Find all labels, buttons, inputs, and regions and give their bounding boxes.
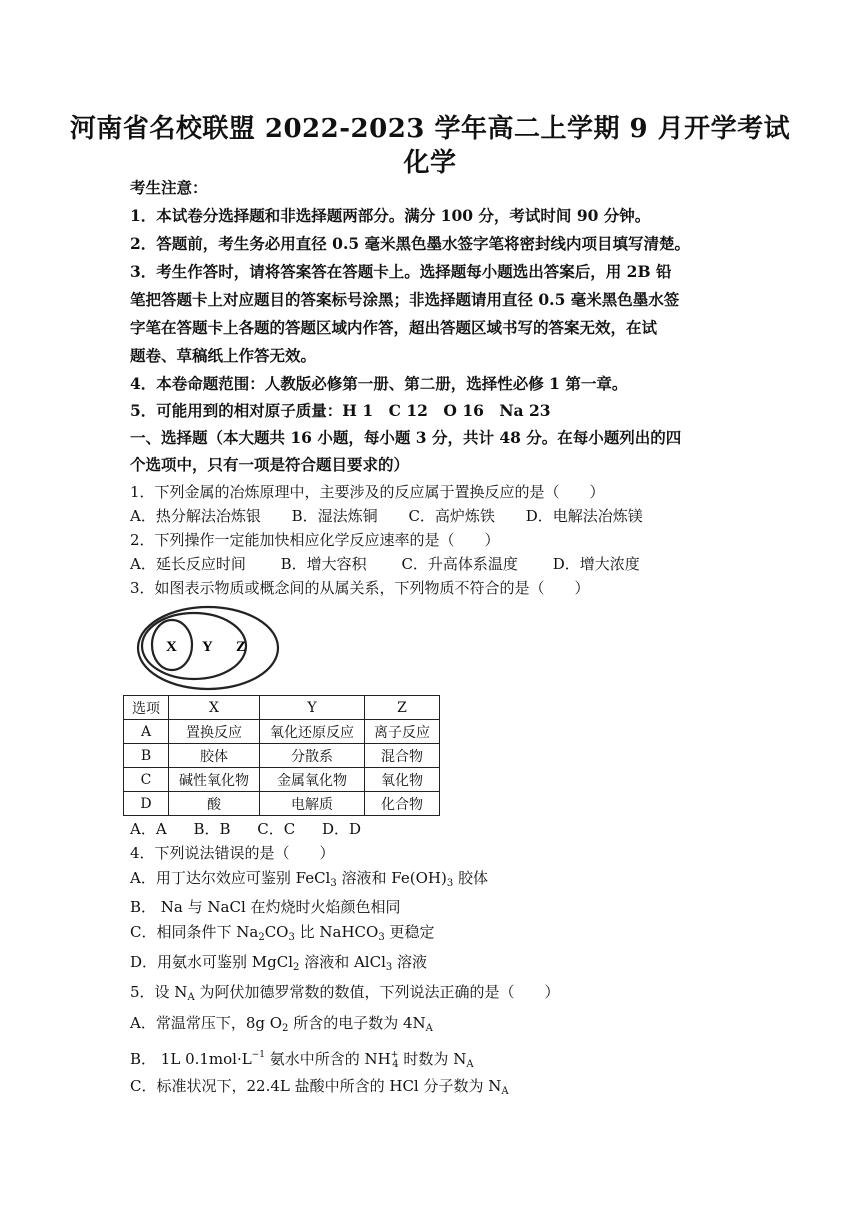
q2-option-c: C．升高体系温度 — [401, 555, 518, 573]
q1-option-a: A．热分解法冶炼银 — [130, 507, 261, 525]
q2-stem: 2．下列操作一定能加快相应化学反应速率的是（ ） — [130, 531, 500, 549]
q3-stem: 3．如图表示物质或概念间的从属关系，下列物质不符合的是（ ） — [130, 579, 590, 597]
q1-option-d: D．电解法冶炼镁 — [525, 507, 643, 525]
table-cell: 金属氧化物 — [260, 768, 365, 792]
venn-label-y: Y — [202, 639, 213, 655]
q5-option-b: B． 1L $0.1mol\cdot L^{-1}$ 氨水中所含的 $NH^+_4$ 时数为 $N_A$ — [130, 1050, 474, 1070]
table-cell: 碱性氧化物 — [169, 768, 260, 792]
q5-option-c: C．标准状况下，22.4L 盐酸中所含的 HCl 分子数为 $N_A$ — [130, 1077, 509, 1097]
q5-stem: 5．设 $N_A$ 为阿伏加德罗常数的数值，下列说法正确的是（ ） — [130, 983, 560, 1003]
table-row — [124, 768, 440, 792]
table-row — [124, 792, 440, 816]
notice-line-7: 4．本卷命题范围：人教版必修第一册、第二册，选择性必修 1 第一章。 — [130, 374, 628, 393]
table-cell: 酸 — [169, 792, 260, 816]
q3-option-c: C．C — [257, 820, 296, 838]
q4-option-d: D．用氨水可鉴别 MgCl$_2$ 溶液和 AlCl$_3$ 溶液 — [130, 953, 428, 973]
q4-stem: 4．下列说法错误的是（ ） — [130, 844, 335, 862]
venn-label-x: X — [166, 639, 177, 655]
q2-options — [130, 554, 640, 574]
q1-option-c: C．高炉炼铁 — [408, 507, 495, 525]
exam-title: 河南省名校联盟 2022-2023 学年高二上学期 9 月开学考试 — [69, 114, 791, 144]
notice-line-3: 3．考生作答时，请将答案答在答题卡上。选择题每小题选出答案后，用 2B 铅 — [130, 262, 672, 281]
table-cell: D — [124, 792, 169, 816]
table-cell: 离子反应 — [365, 720, 440, 744]
table-cell: C — [124, 768, 169, 792]
table-cell: 电解质 — [260, 792, 365, 816]
table-cell: A — [124, 720, 169, 744]
venn-middle-ellipse — [142, 613, 246, 679]
venn-label-z: Z — [236, 639, 247, 655]
q2-option-b: B．增大容积 — [280, 555, 367, 573]
table-header-cell: 选项 — [124, 696, 169, 720]
table-row — [124, 720, 440, 744]
q1-options — [130, 506, 643, 526]
section-heading-line-1: 一、选择题（本大题共 16 小题，每小题 3 分，共计 48 分。在每小题列出的四 — [130, 428, 682, 447]
table-cell: 置换反应 — [169, 720, 260, 744]
q2-option-a: A．延长反应时间 — [130, 555, 246, 573]
table-header-row — [124, 696, 440, 720]
notice-line-1: 1．本试卷分选择题和非选择题两部分。满分 100 分，考试时间 90 分钟。 — [130, 206, 651, 225]
q3-option-d: D．D — [322, 820, 362, 838]
table-cell: B — [124, 744, 169, 768]
table-header-cell: Z — [365, 696, 440, 720]
table-header-cell: Y — [260, 696, 365, 720]
q3-options — [130, 819, 361, 839]
table-row — [124, 744, 440, 768]
table-cell: 混合物 — [365, 744, 440, 768]
q4-option-c: C．相同条件下 $Na_2CO_3$ 比 NaHCO$_3$ 更稳定 — [130, 923, 435, 943]
table-cell: 氧化物 — [365, 768, 440, 792]
notice-line-5: 字笔在答题卡上各题的答题区域内作答，超出答题区域书写的答案无效，在试 — [130, 318, 658, 337]
table-cell: 化合物 — [365, 792, 440, 816]
q2-option-d: D．增大浓度 — [552, 555, 640, 573]
q4-option-a: A．用丁达尔效应可鉴别 FeCl$_3$ 溶液和 $Fe(OH)_3$ 胶体 — [130, 869, 488, 889]
q1-option-b: B．湿法炼铜 — [291, 507, 378, 525]
exam-subject: 化学 — [403, 148, 457, 178]
notice-line-4: 笔把答题卡上对应题目的答案标号涂黑；非选择题请用直径 0.5 毫米黑色墨水签 — [130, 290, 680, 309]
notice-line-2: 2．答题前，考生务必用直径 0.5 毫米黑色墨水签字笔将密封线内项目填写清楚。 — [130, 234, 691, 253]
notice-line-8: 5．可能用到的相对原子质量：H 1 C 12 O 16 Na 23 — [130, 401, 551, 420]
q1-stem: 1．下列金属的冶炼原理中，主要涉及的反应属于置换反应的是（ ） — [130, 483, 605, 501]
notice-heading: 考生注意： — [130, 178, 208, 197]
q3-option-a: A．A — [130, 820, 167, 838]
table-cell: 氧化还原反应 — [260, 720, 365, 744]
q3-option-b: B．B — [193, 820, 231, 838]
q3-table — [123, 695, 440, 816]
table-header-cell: X — [169, 696, 260, 720]
table-cell: 胶体 — [169, 744, 260, 768]
venn-diagram — [136, 605, 281, 693]
notice-line-6: 题卷、草稿纸上作答无效。 — [130, 346, 317, 365]
section-heading-line-2: 个选项中，只有一项是符合题目要求的） — [130, 455, 410, 474]
q4-option-b: B． Na 与 NaCl 在灼烧时火焰颜色相同 — [130, 898, 401, 916]
table-cell: 分散系 — [260, 744, 365, 768]
q5-option-a: A．常温常压下，8g $O_2$ 所含的电子数为 $4N_A$ — [130, 1014, 433, 1034]
